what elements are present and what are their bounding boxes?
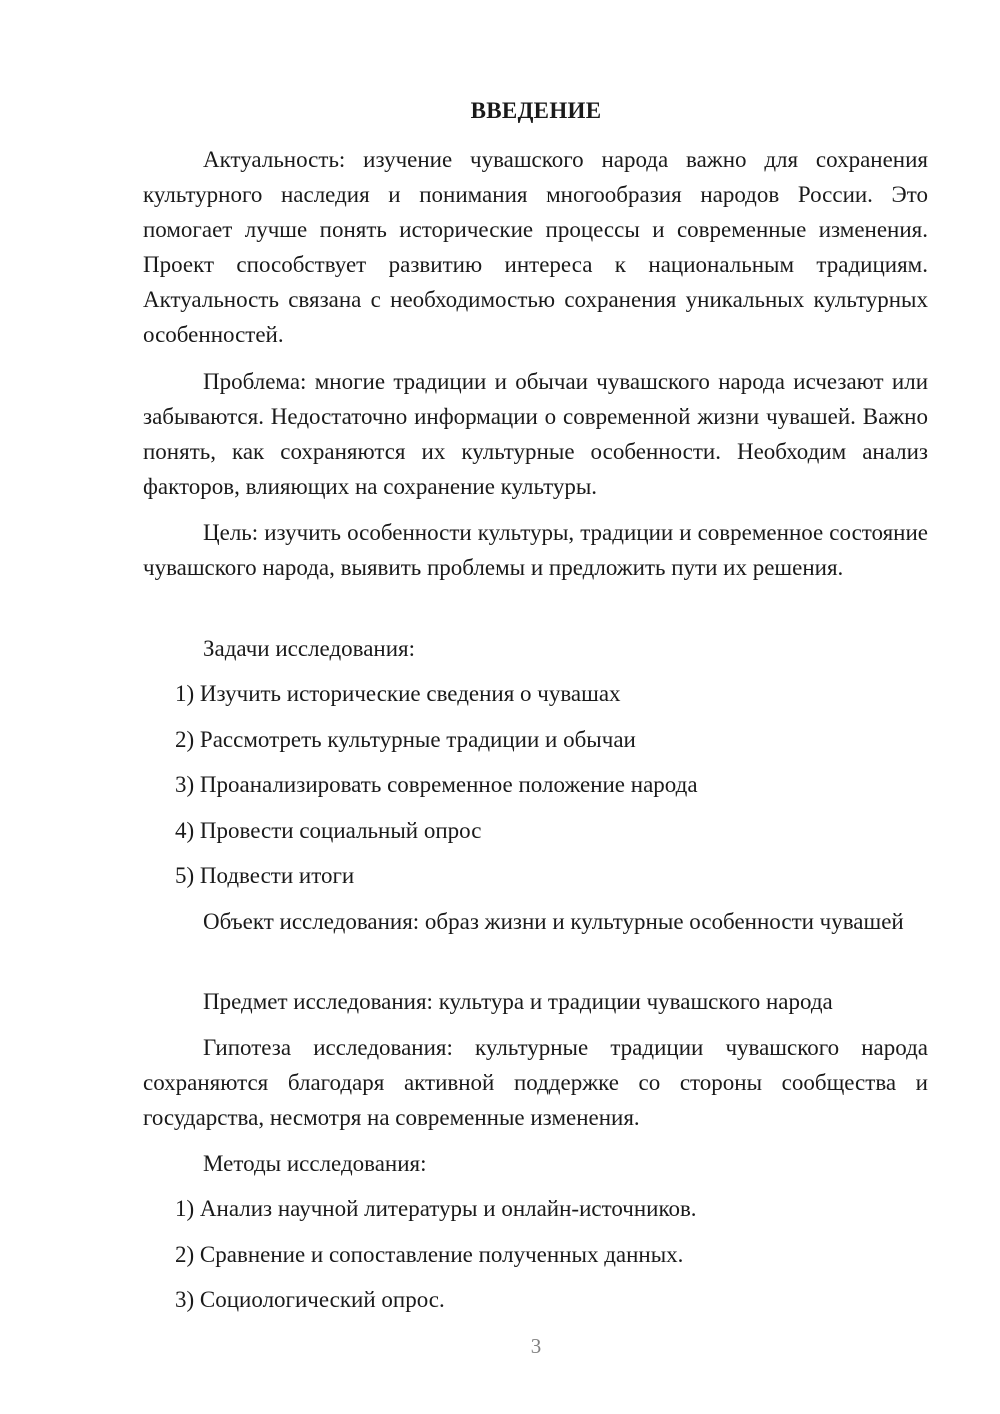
problem-paragraph <box>143 364 928 504</box>
task-item <box>143 813 928 848</box>
page-number: 3 <box>530 1334 542 1358</box>
methods-heading <box>143 1146 928 1181</box>
method-item <box>143 1237 928 1272</box>
goal-text: Цель: изучить особенности культуры, традиции и современное состояние чувашского народа, выявить проблемы и предложить пути их решения. <box>143 520 928 580</box>
method-item-text: 1) Анализ научной литературы и онлайн-источников. <box>175 1196 697 1221</box>
task-item <box>143 858 928 893</box>
goal-paragraph <box>143 515 928 585</box>
subject-paragraph <box>143 984 928 1019</box>
method-item-text: 3) Социологический опрос. <box>175 1287 445 1312</box>
relevance-text: Актуальность: изучение чувашского народа важно для сохранения культурного наследия и понимания многообразия народов России. Это помогает лучше понять исторические процессы и современные изменения. Проект способствует развитию интереса к национальным традициям. Актуальность связана с необходимостью сохранения уникальных культурных особенностей. <box>143 147 928 347</box>
task-item <box>143 722 928 757</box>
method-item-text: 2) Сравнение и сопоставление полученных данных. <box>175 1242 684 1267</box>
method-item <box>143 1191 928 1226</box>
task-item <box>143 676 928 711</box>
method-item <box>143 1282 928 1317</box>
problem-text: Проблема: многие традиции и обычаи чувашского народа исчезают или забываются. Недостаточно информации о современной жизни чувашей. Важно понять, как сохраняются их культурные особенности. Необходим анализ факторов, влияющих на сохранение культуры. <box>143 369 928 499</box>
hypothesis-paragraph <box>143 1030 928 1135</box>
tasks-heading <box>143 631 928 666</box>
object-paragraph <box>143 904 928 939</box>
relevance-paragraph <box>143 142 928 352</box>
page-title: ВВЕДЕНИЕ <box>470 98 602 123</box>
task-item-text: 1) Изучить исторические сведения о чувашах <box>175 681 621 706</box>
subject-text: Предмет исследования: культура и традиции чувашского народа <box>203 989 833 1014</box>
task-item <box>143 767 928 802</box>
task-item-text: 4) Провести социальный опрос <box>175 818 482 843</box>
hypothesis-text: Гипотеза исследования: культурные традиции чувашского народа сохраняются благодаря активной поддержке со стороны сообщества и государства, несмотря на современные изменения. <box>143 1035 928 1130</box>
methods-heading-text: Методы исследования: <box>203 1151 427 1176</box>
tasks-heading-text: Задачи исследования: <box>203 636 416 661</box>
task-item-text: 2) Рассмотреть культурные традиции и обычаи <box>175 727 636 752</box>
object-text: Объект исследования: образ жизни и культурные особенности чувашей <box>203 909 904 934</box>
task-item-text: 5) Подвести итоги <box>175 863 355 888</box>
task-item-text: 3) Проанализировать современное положение народа <box>175 772 698 797</box>
